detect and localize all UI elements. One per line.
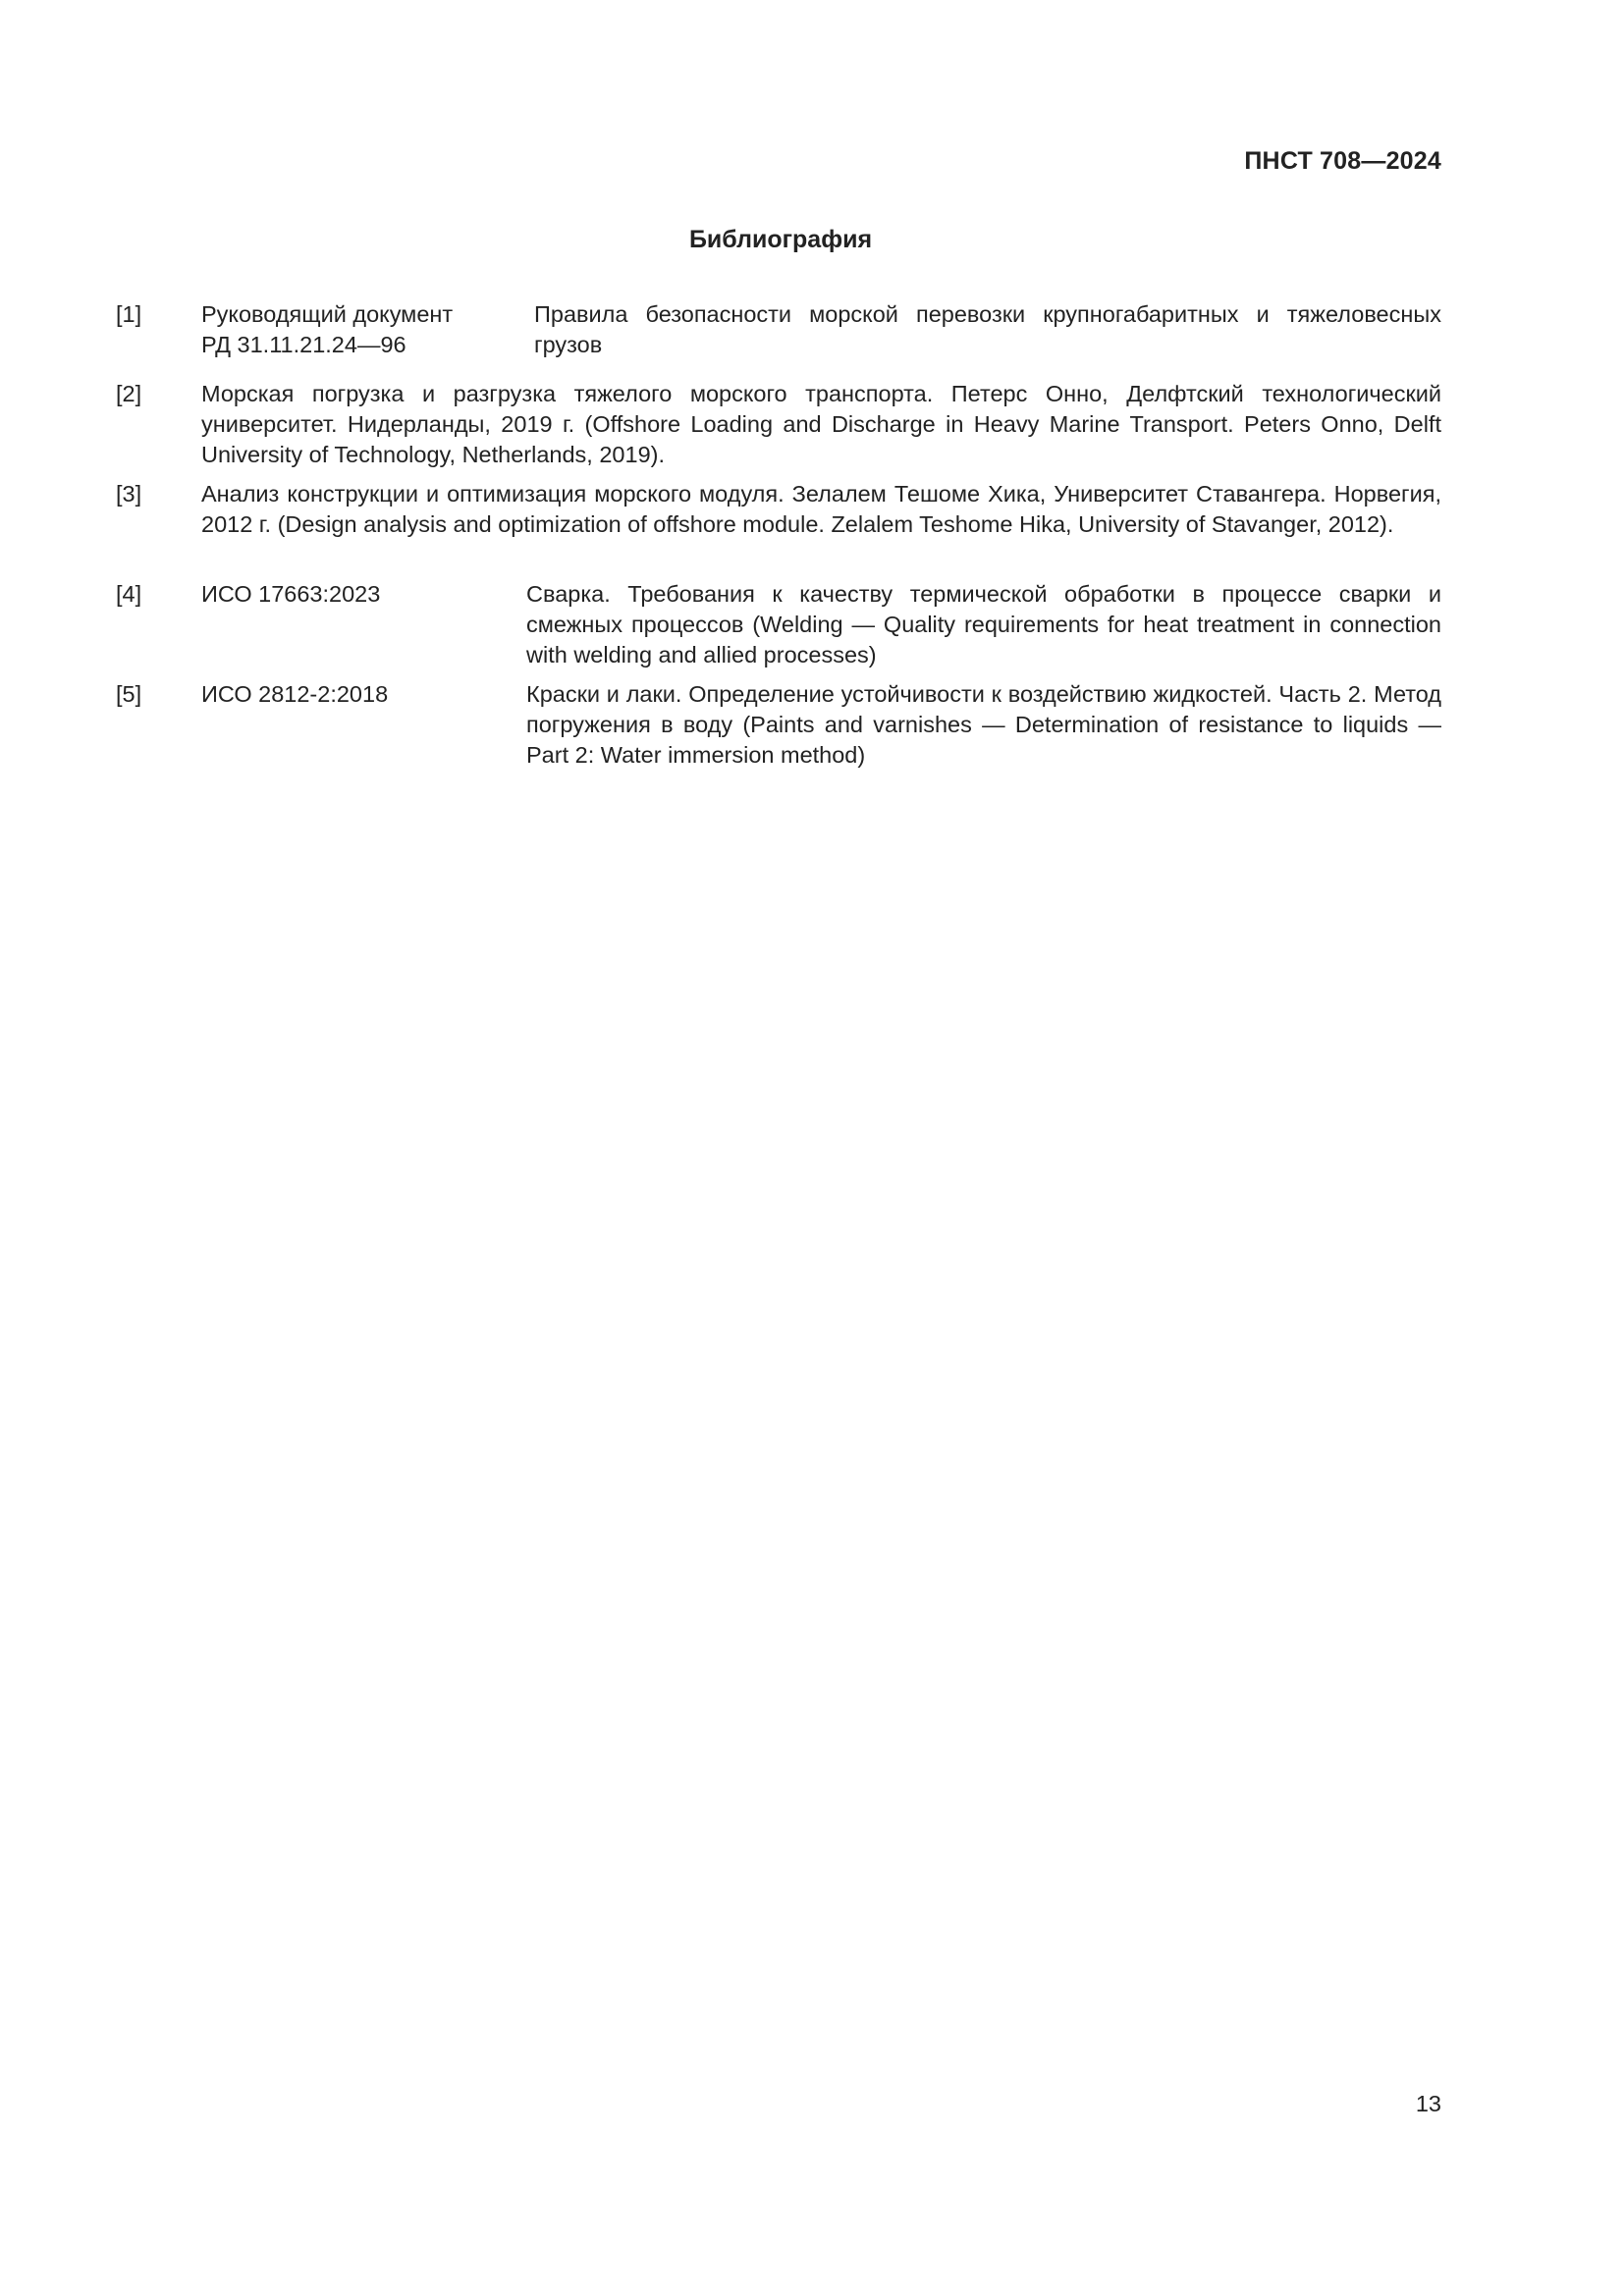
standard-code: ПНСТ 708—2024 xyxy=(1244,147,1441,175)
reference-text: Анализ конструкции и оптимизация морского модуля. Зелалем Тешоме Хика, Университет Ставангера. Норвегия, 2012 г. (Design analysis and optimization of offshore module. Zelalem Teshome Hika, University of Stavanger, 2012). xyxy=(201,481,1441,537)
reference-number: [3] xyxy=(116,481,142,507)
reference-document xyxy=(201,299,545,360)
reference-number: [1] xyxy=(116,301,142,327)
reference-document-type: Руководящий документ xyxy=(201,301,454,327)
page-title: Библиография xyxy=(688,226,873,253)
reference-number: [2] xyxy=(116,381,142,406)
reference-description: Сварка. Требования к качеству термической обработки в процессе сварки и смежных процессов (Welding — Quality requirements for heat treatment in connection with welding and allied processes) xyxy=(526,581,1441,667)
reference-text: Морская погрузка и разгрузка тяжелого морского транспорта. Петерс Онно, Делфтский технологический университет. Нидерланды, 2019 г. (Offshore Loading and Discharge in Heavy Marine Transport. Peters Onno, Delft University of Technology, Netherlands, 2019). xyxy=(201,381,1441,467)
reference-document-code: ИСО 17663:2023 xyxy=(201,581,381,607)
reference-document-code: РД 31.11.21.24—96 xyxy=(201,332,406,357)
reference-description: Краски и лаки. Определение устойчивости к воздействию жидкостей. Часть 2. Метод погружения в воду (Paints and varnishes — Determination of resistance to liquids — Part 2: Water immersion method) xyxy=(526,681,1441,768)
page-number: 13 xyxy=(1415,2091,1441,2116)
reference-number: [4] xyxy=(116,581,142,607)
reference-document-code: ИСО 2812-2:2018 xyxy=(201,681,389,707)
reference-number: [5] xyxy=(116,681,142,707)
reference-description: Правила безопасности морской перевозки крупногабаритных и тяжеловесных грузов xyxy=(534,301,1441,357)
